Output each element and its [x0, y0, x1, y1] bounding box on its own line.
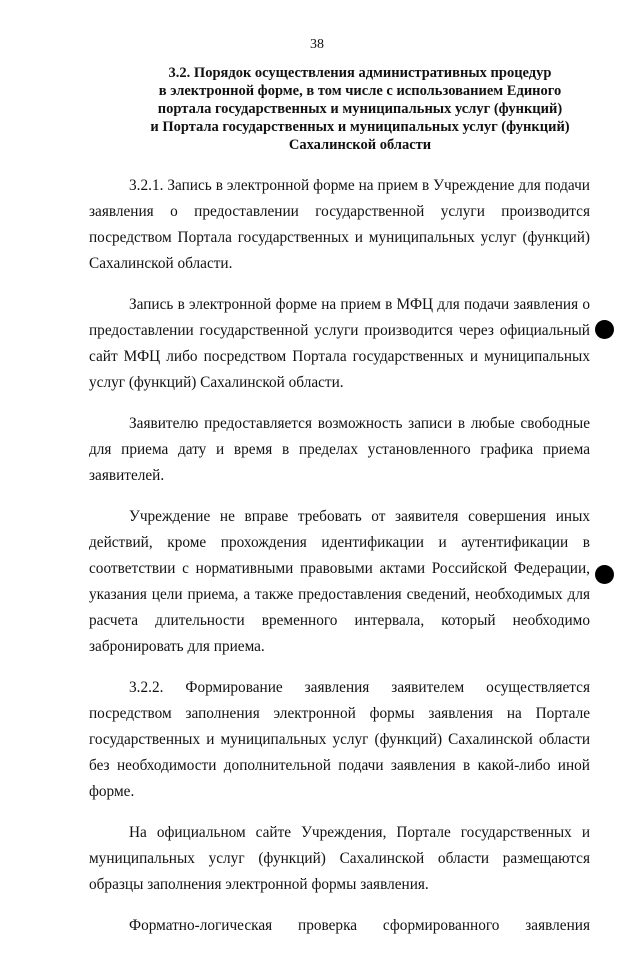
paragraph-form-samples [89, 820, 590, 898]
text-line: посредством Портала государственных и муниципальных услуг (функций) [89, 229, 590, 246]
text-line: соответствии с нормативными правовыми актами Российской Федерации, [89, 560, 590, 577]
heading-line: и Портала государственных и муниципальных услуг (функций) [150, 119, 570, 135]
punch-hole [595, 565, 614, 584]
text-line: услуг (функций) Сахалинской области. [89, 374, 344, 391]
text-line: для приема дату и время в пределах установленного графика приема [89, 441, 590, 458]
paragraph-3-2-2 [89, 675, 590, 805]
text-line: 3.2.2. Формирование заявления заявителем осуществляется [129, 679, 590, 696]
paragraph-3-2-1 [89, 173, 590, 277]
heading-line: Сахалинской области [288, 137, 432, 153]
text-line: Сахалинской области. [89, 255, 233, 272]
text-line: форме. [89, 783, 135, 800]
text-line: предоставлении государственной услуги производится через официальный [89, 322, 590, 339]
text-line: забронировать для приема. [89, 638, 265, 655]
text-line: без необходимости дополнительной подачи заявления в какой-либо иной [89, 757, 590, 774]
text-line: действий, кроме прохождения идентификации и аутентификации в [89, 534, 590, 551]
paragraph-format-check [89, 913, 590, 939]
text-line: муниципальных услуг (функций) Сахалинской области размещаются [89, 850, 590, 867]
text-line: Учреждение не вправе требовать от заявителя совершения иных [129, 508, 590, 525]
text-line: заявителей. [89, 467, 165, 484]
paragraph-mfc-booking [89, 292, 590, 396]
text-line: образцы заполнения электронной формы заявления. [89, 876, 429, 893]
punch-hole [595, 320, 614, 339]
text-line: На официальном сайте Учреждения, Портале государственных и [129, 824, 590, 841]
heading-line: в электронной форме, в том числе с использованием Единого [158, 83, 562, 99]
paragraph-booking-slots [89, 411, 590, 489]
text-line: Форматно-логическая проверка сформированного заявления [129, 917, 590, 934]
text-line: посредством заполнения электронной формы заявления на Портале [89, 705, 590, 722]
text-line: Запись в электронной форме на прием в МФЦ для подачи заявления о [129, 296, 590, 313]
text-line: сайт МФЦ либо посредством Портала государственных и муниципальных [89, 348, 590, 365]
text-line: Заявителю предоставляется возможность записи в любые свободные [129, 415, 590, 432]
section-heading [80, 64, 634, 154]
text-line: указания цели приема, а также предоставления сведений, необходимых для [89, 586, 590, 603]
text-line: расчета длительности временного интервала, который необходимо [89, 612, 590, 629]
text-line: заявления о предоставлении государственной услуги производится [89, 203, 590, 220]
paragraph-restrictions [89, 504, 590, 660]
document-body [89, 173, 590, 954]
text-line: государственных и муниципальных услуг (функций) Сахалинской области [89, 731, 590, 748]
heading-line: портала государственных и муниципальных услуг (функций) [157, 101, 563, 117]
heading-line: 3.2. Порядок осуществления административных процедур [168, 65, 552, 81]
page-number: 38 [310, 37, 324, 52]
text-line: 3.2.1. Запись в электронной форме на прием в Учреждение для подачи [129, 177, 590, 194]
